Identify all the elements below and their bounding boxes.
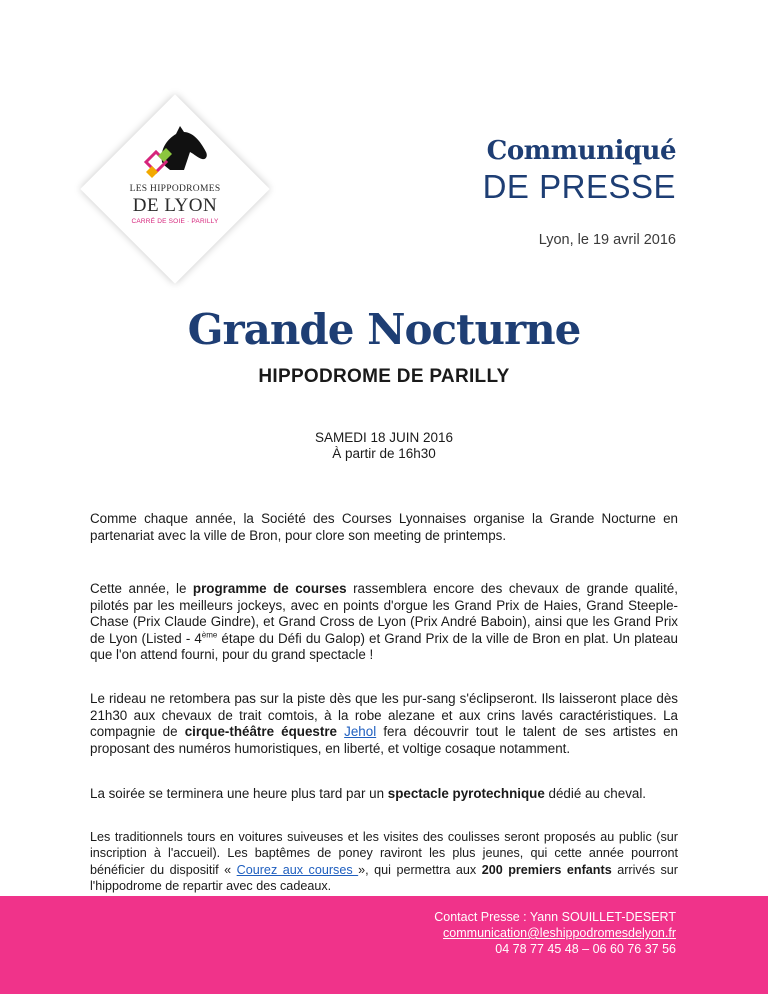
press-contact: Contact Presse : Yann SOUILLET-DESERT [434, 910, 676, 924]
event-venue: HIPPODROME DE PARILLY [258, 366, 510, 387]
paragraph-visits-text-3: arrivés sur l'hippodrome de repartir avec des cadeaux. [90, 862, 678, 894]
jehol-link[interactable]: Jehol [344, 724, 377, 740]
programme-bold: programme de courses [192, 581, 347, 596]
ordinal-superscript: ème [201, 630, 218, 640]
release-date: Lyon, le 19 avril 2016 [538, 232, 676, 248]
press-phones: 04 78 77 45 48 – 06 60 76 37 56 [495, 942, 676, 956]
communique-heading: Communiqué [486, 136, 676, 166]
paragraph-pyro-text-1: La soirée se terminera une heure plus tard par un [90, 786, 388, 801]
hippodromes-logo [80, 94, 270, 284]
horse-head-icon [140, 122, 212, 184]
paragraph-pyro [90, 786, 678, 803]
logo-text-de-lyon: DE LYON [132, 195, 218, 216]
children-bold: 200 premiers enfants [481, 862, 612, 877]
event-date: SAMEDI 18 JUIN 2016 [314, 430, 454, 445]
logo-text-tagline: CARRÉ DE SOIE · PARILLY [131, 218, 219, 225]
paragraph-spectacle [90, 691, 678, 757]
paragraph-programme [90, 581, 678, 664]
paragraph-visits-text-2: », qui permettra aux [358, 862, 482, 877]
event-title: Grande Nocturne [187, 305, 581, 354]
paragraph-visits-text-1: Les traditionnels tours en voitures suiveuses et les visites des coulisses seront proposés au public (sur inscription à l'accueil). Les baptêmes de poney raviront les plus jeunes, qui cette année pourront bénéficier du dispositif « [90, 830, 678, 877]
contact-footer [0, 896, 768, 994]
paragraph-intro [90, 511, 678, 544]
paragraph-spectacle-text-2: fera découvrir tout le talent de ses artistes en proposant des numéros humoristiques, en liberté, et voltige cosaque notamment. [90, 724, 678, 756]
paragraph-spectacle-text-1: Le rideau ne retombera pas sur la piste dès que les pur-sang s'éclipseront. Ils laisseront place dès 21h30 aux chevaux de trait comtois, à la robe alezane et aux crins lavés caractéristiques. La compagnie de [90, 691, 678, 740]
paragraph-visits [90, 829, 678, 895]
paragraph-pyro-text-2: dédié au cheval. [544, 786, 647, 801]
paragraph-programme-text-2: rassemblera encore des chevaux de grande qualité, pilotés par les meilleurs jockeys, avec en points d'orgue les Grand Prix de Haies, Grand Steeple-Chase (Prix Claude Gindre), et Grand Cross de Lyon (Prix André Baboin), ainsi que les Grand Prix de Lyon (Listed - 4 [90, 581, 678, 646]
paragraph-programme-text-1: Cette année, le [90, 581, 193, 596]
paragraph-intro-text: Comme chaque année, la Société des Courses Lyonnaises organise la Grande Nocturne en partenariat avec la ville de Bron, pour clore son meeting de printemps. [90, 511, 678, 543]
courez-aux-courses-link[interactable]: Courez aux courses [236, 862, 359, 877]
de-presse-heading: DE PRESSE [482, 168, 676, 205]
pyro-bold: spectacle pyrotechnique [387, 786, 545, 801]
event-time: À partir de 16h30 [332, 446, 436, 461]
cirque-bold: cirque-théâtre équestre [184, 724, 337, 740]
press-email-link[interactable]: communication@leshippodromesdelyon.fr [443, 926, 676, 940]
logo-text-les-hippodromes: LES HIPPODROMES [129, 184, 221, 194]
paragraph-programme-text-3: étape du Défi du Galop) et Grand Prix de la ville de Bron en plat. Un plateau que l'on attend fourni, pour du grand spectacle ! [90, 630, 679, 663]
